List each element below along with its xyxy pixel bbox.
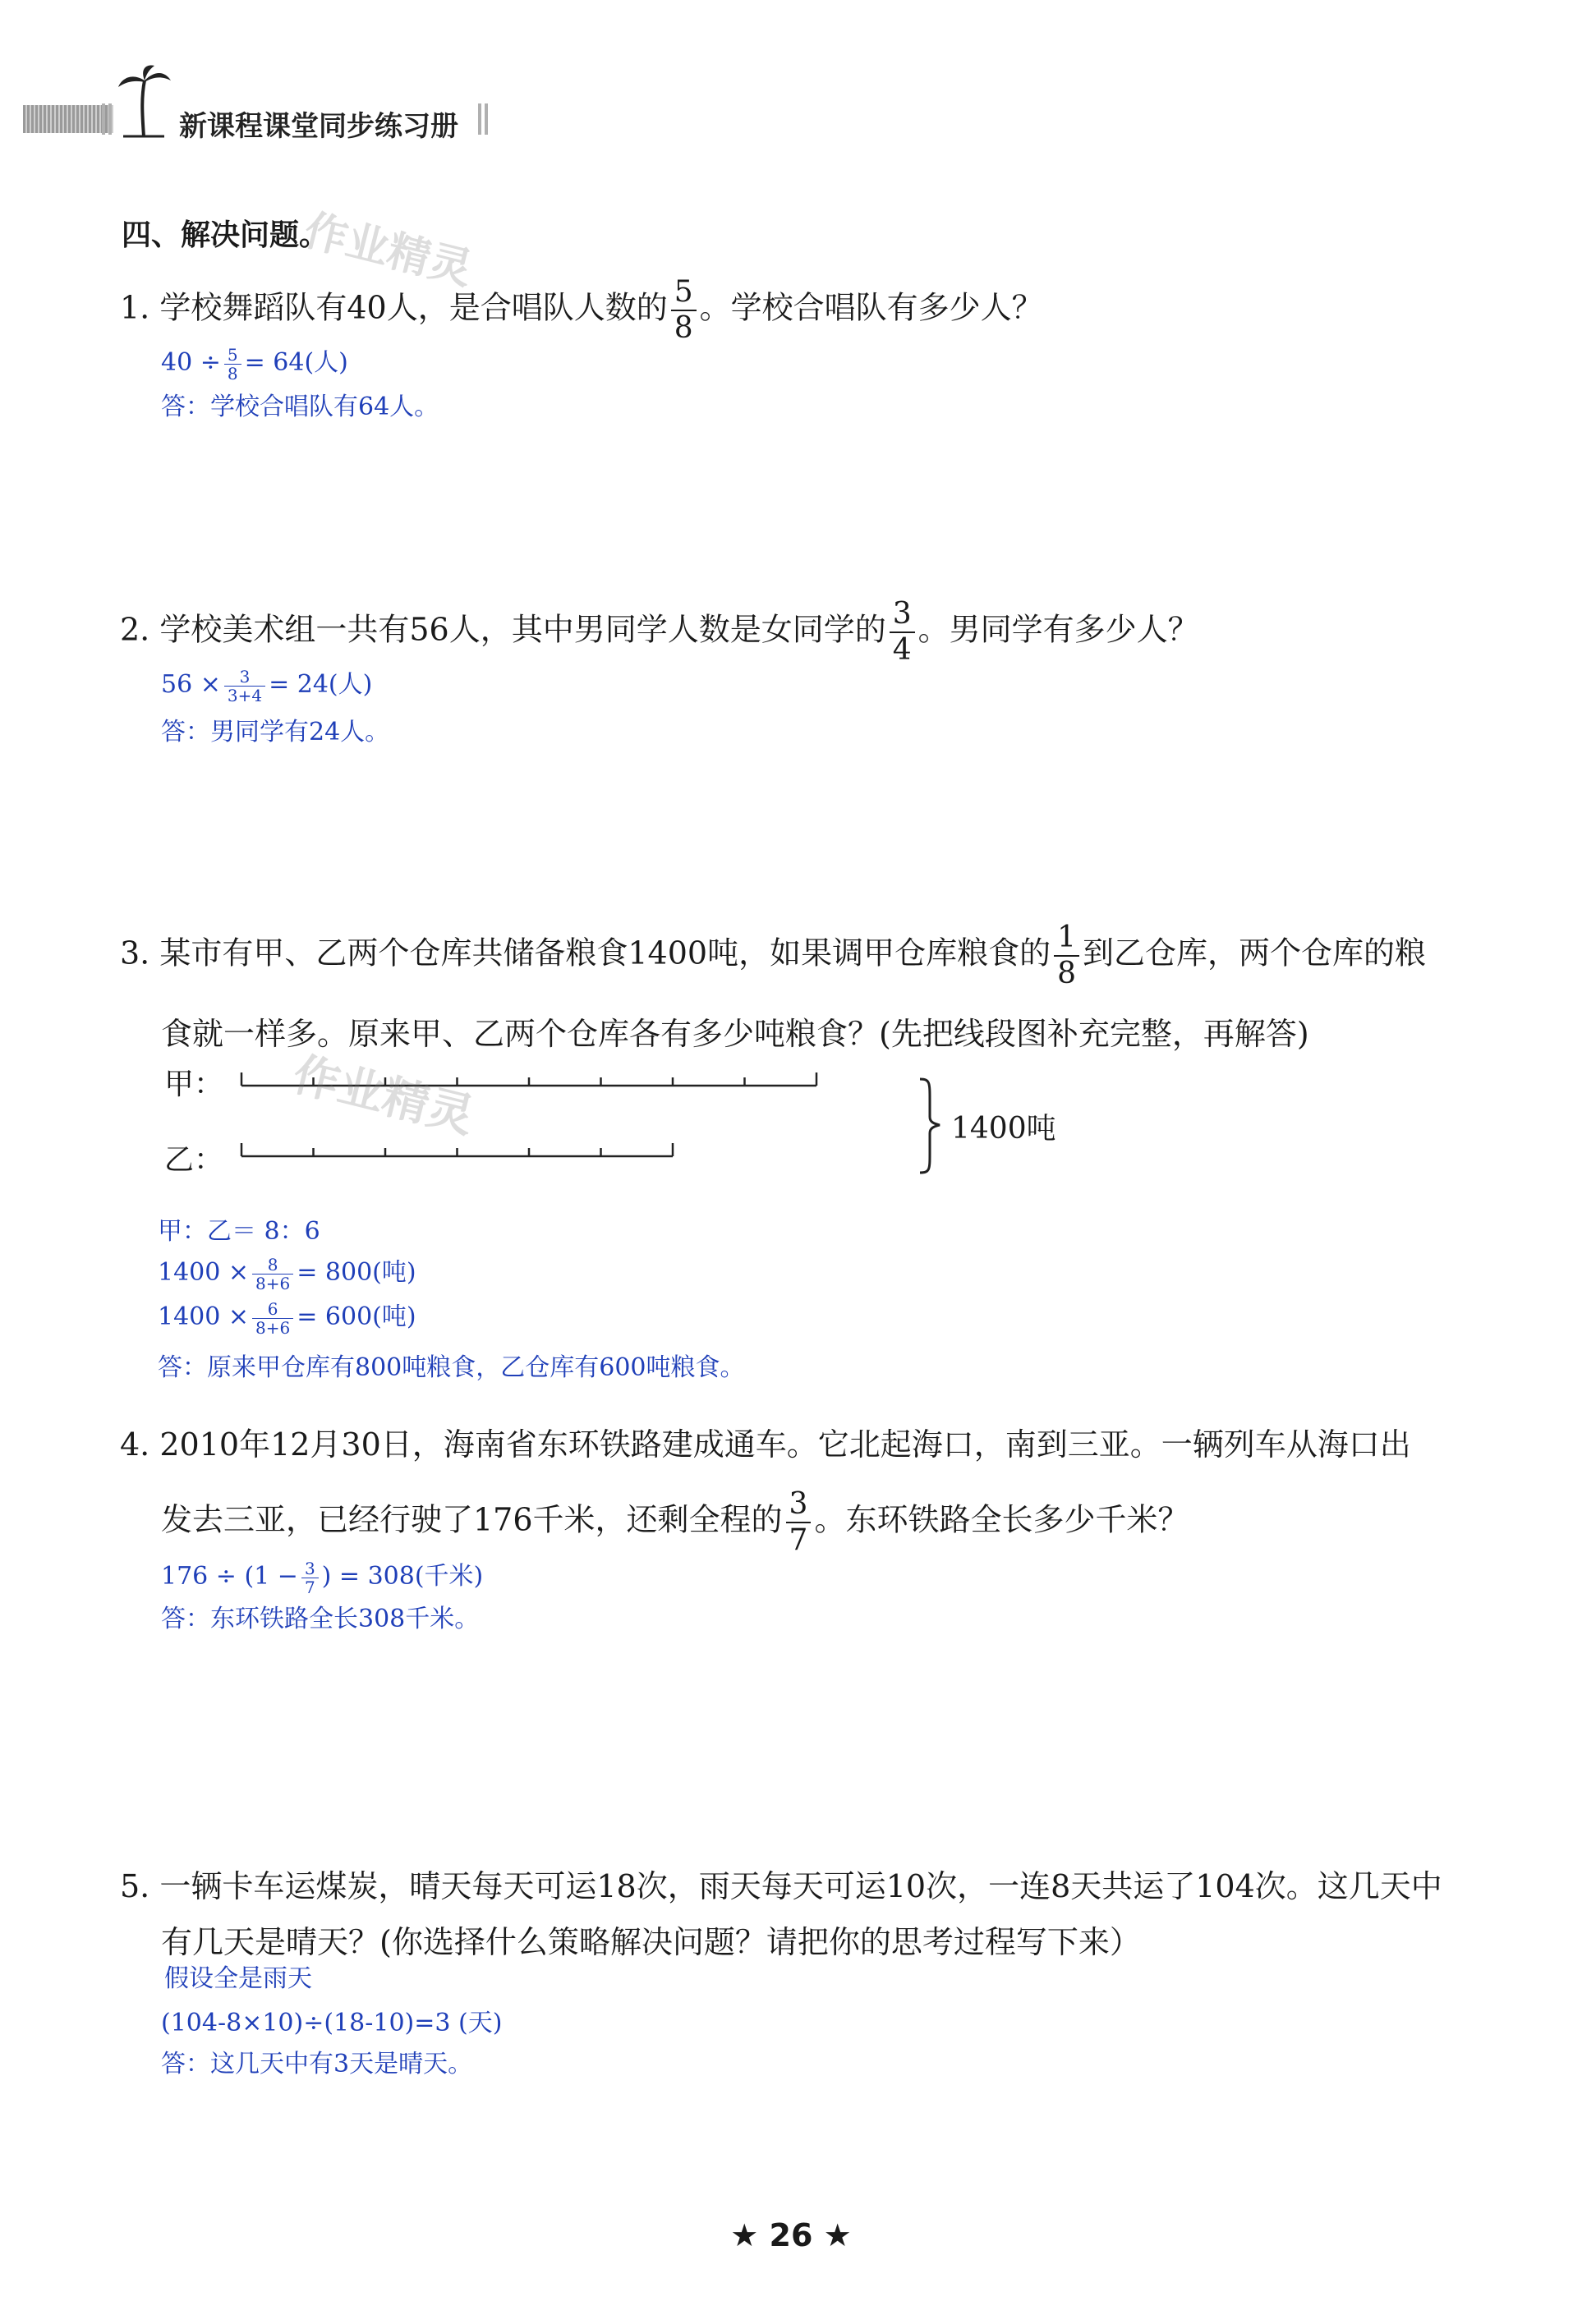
question-5-line2: 有几天是晴天？(你选择什么策略解决问题？请把你的思考过程写下来） [161, 1924, 1141, 1960]
question-text: 一辆卡车运煤炭，晴天每天可运18次，雨天每天可运10次，一连8天共运了104次。这几天中 [159, 1868, 1442, 1904]
question-4-line2: 发去三亚，已经行驶了176千米，还剩全程的 $\frac{3}{7}$ 。东环铁路全长多少千米？ [161, 1487, 1189, 1557]
header-divider [102, 103, 105, 135]
total-brace [920, 1079, 940, 1173]
answer-1-text: 答：学校合唱队有64人。 [161, 393, 439, 421]
answer-4-equation: 176 ÷ (1 − $\frac{3}{7}$ ) = 308(千米) [161, 1558, 484, 1597]
question-number: 4. [120, 1426, 150, 1463]
question-number: 3. [120, 935, 150, 971]
page-number: ★ 26 ★ [730, 2217, 852, 2253]
answer-1-equation: 40 ÷ $\frac{5}{8}$ = 64(人) [161, 344, 348, 384]
header-decor-bar [23, 105, 113, 133]
answer-2-equation: 56 × $\frac{3}{3+4}$ = 24(人) [161, 666, 373, 705]
watermark: 作业精灵 [287, 1047, 480, 1144]
question-text: 。男同学有多少人？ [917, 611, 1199, 648]
answer-3-ratio: 甲：乙＝ 8：6 [158, 1217, 320, 1246]
fraction: $\frac{1}{8}$ [1054, 923, 1079, 989]
question-text: 学校美术组一共有56人，其中男同学人数是女同学的 [159, 611, 886, 648]
answer-3-equation-1: 1400 × $\frac{8}{8+6}$ = 800(吨) [158, 1254, 416, 1293]
question-number: 1. [120, 289, 150, 326]
header-title: 新课程课堂同步练习册 [179, 110, 458, 143]
total-label: 1400吨 [951, 1112, 1056, 1146]
answer-4-text: 答：东环铁路全长308千米。 [161, 1605, 480, 1633]
yi-label: 乙： [164, 1143, 224, 1177]
question-3 [120, 923, 1426, 989]
question-text: 到乙仓库，两个仓库的粮 [1082, 935, 1426, 971]
answer-2-text: 答：男同学有24人。 [161, 718, 390, 746]
answer-3-text: 答：原来甲仓库有800吨粮食，乙仓库有600吨粮食。 [158, 1353, 745, 1382]
question-text: 学校舞蹈队有40人，是合唱队人数的 [159, 289, 668, 326]
question-text: 。学校合唱队有多少人？ [699, 289, 1043, 326]
question-3-line2: 食就一样多。原来甲、乙两个仓库各有多少吨粮食？(先把线段图补充完整，再解答) [161, 1016, 1309, 1052]
answer-5-assumption: 假设全是雨天 [164, 1964, 312, 1993]
section-title: 四、解决问题。 [122, 218, 329, 252]
watermark: 作业精灵 [299, 205, 477, 296]
question-5 [120, 1861, 1442, 1906]
header-divider [478, 103, 481, 135]
fraction: $\frac{3}{7}$ [786, 1490, 812, 1555]
question-number: 5. [120, 1868, 150, 1904]
answer-5-equation: (104-8×10)÷(18-10)=3 (天) [161, 2009, 503, 2037]
question-text: 某市有甲、乙两个仓库共储备粮食1400吨，如果调甲仓库粮食的 [159, 935, 1051, 971]
fraction: $\frac{3}{4}$ [890, 599, 915, 665]
yi-segment-line [241, 1143, 673, 1156]
fraction: $\frac{5}{8}$ [671, 278, 697, 343]
question-2 [120, 599, 1199, 665]
question-number: 2. [120, 611, 150, 648]
header-divider [108, 103, 112, 135]
question-1 [120, 275, 1043, 345]
answer-3-equation-2: 1400 × $\frac{6}{8+6}$ = 600(吨) [158, 1298, 416, 1338]
palm-tree-icon [115, 64, 172, 138]
jia-label: 甲： [164, 1068, 224, 1101]
question-4 [120, 1419, 1411, 1464]
header-divider [485, 103, 488, 135]
answer-5-text: 答：这几天中有3天是晴天。 [161, 2050, 473, 2078]
question-text: 2010年12月30日，海南省东环铁路建成通车。它北起海口，南到三亚。一辆列车从海口出 [159, 1426, 1411, 1463]
